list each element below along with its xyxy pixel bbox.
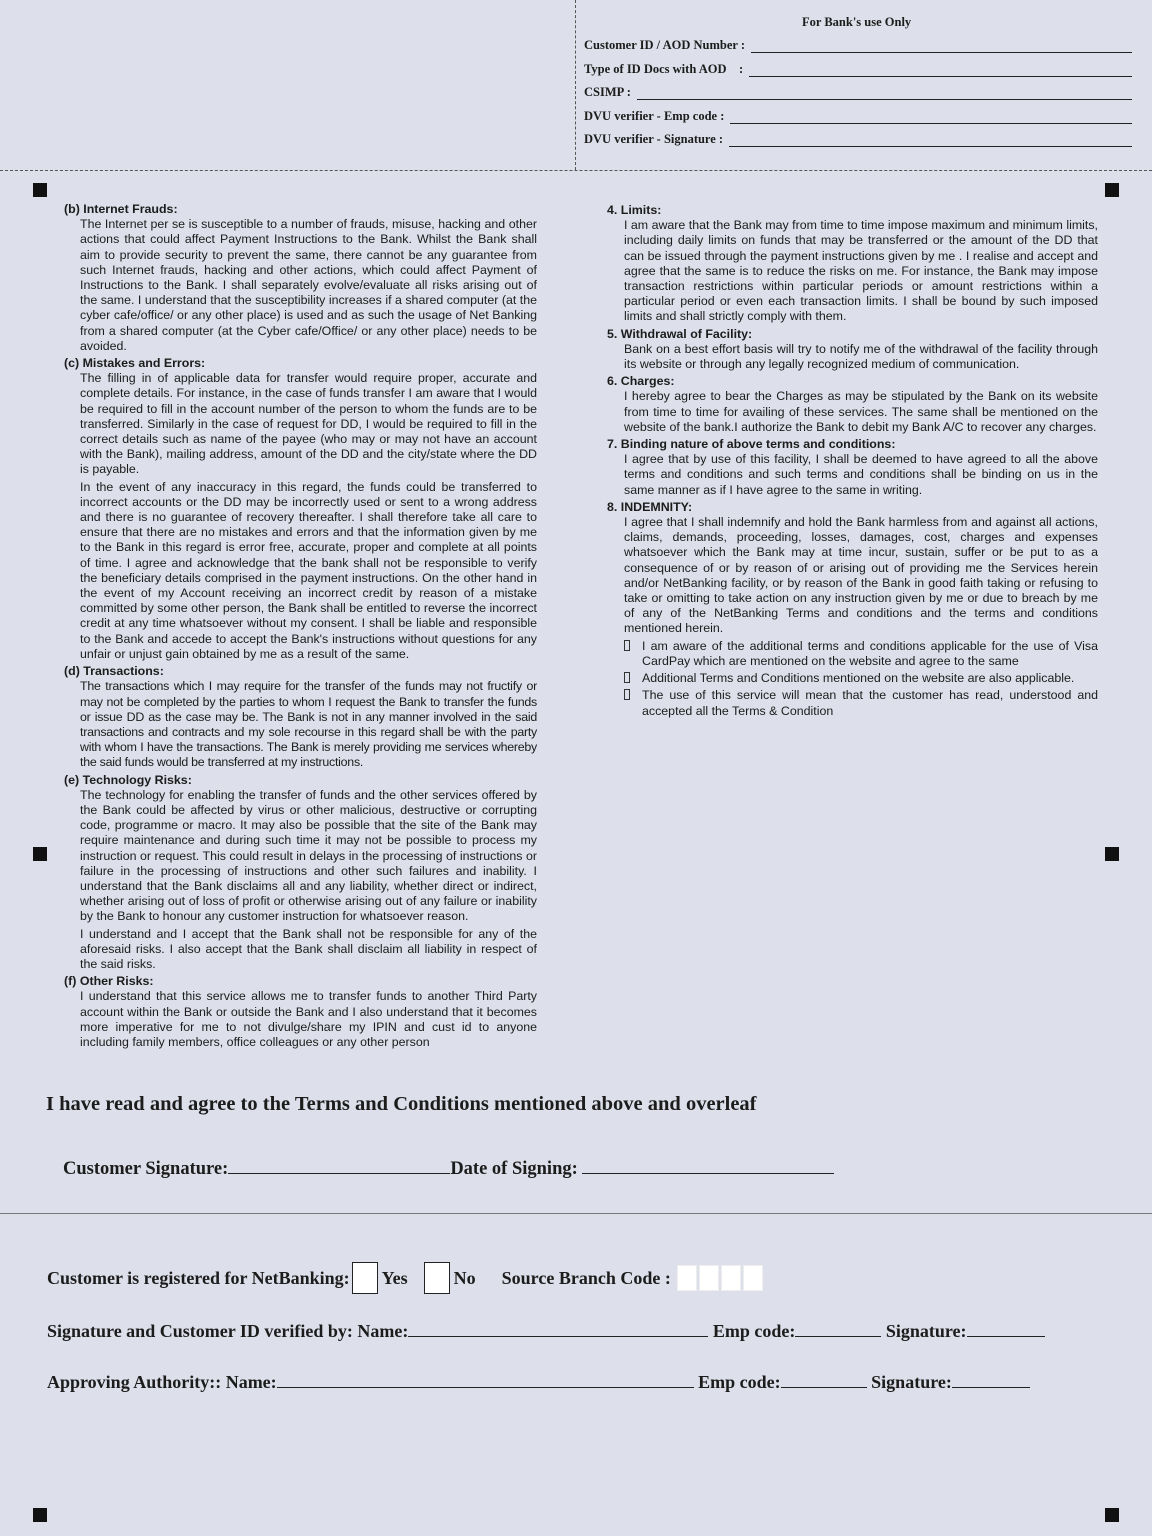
csimp-field[interactable]: CSIMP :: [584, 85, 1132, 100]
code-digit-box[interactable]: [699, 1265, 719, 1291]
verifier-emp-code-field[interactable]: [795, 1318, 881, 1337]
section-binding-nature: 7. Binding nature of above terms and conditions: I agree that by use of this facility, I shall be deemed to have agreed to all the above terms and conditions and such terms and conditions shall be binding on us in the same manner as if I have agree to the same in writing.: [607, 437, 1098, 497]
verifier-signature-field[interactable]: [967, 1318, 1045, 1337]
yes-checkbox[interactable]: [352, 1262, 378, 1294]
section-indemnity: 8. INDEMNITY: I agree that I shall indemnify and hold the Bank harmless from and against all actions, claims, demands, proceeding, losses, damages, cost, charges and expenses whatsoever which the Bank may at time incur, sustain, suffer or be put to as a consequence of or by reason of or arising out of providing me the Services herein and/or NetBanking facility, or by reason of the Bank in good faith taking or refusing to take or omitting to take action on any instruction given by me or due to breach by me of any of the NetBanking Terms and conditions and the terms and conditions mentioned herein. I am aware of the additional terms and conditions applicable for the use of Visa CardPay which are mentioned on the website and agree to the same Additional Terms and Conditions mentioned on the website are also applicable. The use of this service will mean that the customer has read, understood and accepted all the Terms & Condition: [607, 499, 1098, 718]
dvu-signature-field[interactable]: DVU verifier - Signature :: [584, 132, 1132, 147]
right-terms-column: [607, 201, 1098, 721]
bank-use-title: For Bank's use Only: [802, 15, 912, 29]
section-divider: [0, 1213, 1152, 1214]
code-digit-box[interactable]: [721, 1265, 741, 1291]
bullet-box-icon: [624, 689, 630, 700]
list-item: The use of this service will mean that the customer has read, understood and accepted all the Terms & Condition: [607, 688, 1098, 718]
approver-name-field[interactable]: [277, 1369, 694, 1388]
registration-mark: [33, 847, 47, 861]
section-withdrawal: 5. Withdrawal of Facility: Bank on a best effort basis will try to notify me of the withdrawal of the facility through its website or through any legally recognized medium of communication.: [607, 326, 1098, 372]
section-technology-risks: (e) Technology Risks: The technology for enabling the transfer of funds and the other services offered by the Bank could be affected by virus or other malicious, destructive or corrupting code, programme or macro. It may also be possible that the site of the Bank may require maintenance and during such time it may not be possible to process my instruction or request. This could result in delays in the processing of instructions or failure in the processing of instructions and other such failures and inability. I understand that the Bank disclaims all and any liability, whether direct or indirect, whether arising out of loss of profit or otherwise arising out of any failure or inability by the Bank to honour any customer instruction for whatsoever reason. I understand and I accept that the Bank shall not be responsible for any of the aforesaid risks. I also accept that the Bank shall disclaim all liability in respect of the said risks.: [64, 772, 537, 971]
registration-mark: [33, 1508, 47, 1522]
bank-box-divider: [575, 0, 576, 170]
code-digit-box[interactable]: [677, 1265, 697, 1291]
registration-mark: [33, 183, 47, 197]
signature-row: Customer Signature: Date of Signing:: [63, 1155, 834, 1180]
approver-signature-field[interactable]: [952, 1369, 1030, 1388]
approving-authority-row: Approving Authority:: Name: Emp code: Signature:: [47, 1369, 1030, 1393]
code-digit-box[interactable]: [743, 1265, 763, 1291]
registration-mark: [1105, 183, 1119, 197]
source-branch-code-input[interactable]: [677, 1265, 765, 1291]
verifier-name-field[interactable]: [408, 1318, 708, 1337]
netbanking-registration-row: Customer is registered for NetBanking: Yes No Source Branch Code :: [47, 1262, 765, 1294]
customer-signature-field[interactable]: [228, 1155, 450, 1174]
section-limits: 4. Limits: I am aware that the Bank may from time to time impose maximum and minimum limits, including daily limits on funds that may be transferred or the amount of the DD that can be issued through the payment instructions given by me . I realise and accept and agree that the same is to reduce the risks on me. For instance, the Bank may impose transaction restrictions within particular periods or amount restrictions within a particular period or even each transaction limits. I shall be bound by such imposed limits and shall strictly comply with them.: [607, 203, 1098, 324]
customer-id-field[interactable]: Customer ID / AOD Number :: [584, 38, 1132, 53]
section-other-risks: (f) Other Risks: I understand that this service allows me to transfer funds to another Third Party account within the Bank or outside the Bank and I also understand that it becomes more imperative for me to not divulge/share my IPIN and cust id to anyone including family members, office colleagues or any other person: [64, 974, 537, 1049]
no-checkbox[interactable]: [424, 1262, 450, 1294]
date-of-signing-field[interactable]: [582, 1155, 834, 1174]
section-mistakes-errors: (c) Mistakes and Errors: The filling in of applicable data for transfer would require proper, accurate and complete details. For instance, in the case of funds transfer I am aware that I would be required to fill in the account number of the person to whom the funds are to be transferred. Similarly in the case of request for DD, I would be required to fill in the correct details such as name of the payee (who may or may not have an account with the Bank), mailing address, amount of the DD and the city/state where the DD is payable. In the event of any inaccuracy in this regard, the funds could be transferred to incorrect accounts or the DD may be incorrectly used or sent to a wrong address and there is no guarantee of recovery thereafter. I shall therefore take all care to ensure that there are no mistakes and errors and that the information given by me to the Bank in this regard is error free, accurate, proper and complete at all points of time. I agree and acknowledge that the bank shall not be responsible to verify the beneficiary details comprised in the payment instructions. On the other hand in the event of my Account receiving an incorrect credit by reason of a mistake committed by some other person, the Bank shall be entitled to reverse the incorrect credit at any time whatsoever without my consent. I shall be liable and responsible to the Bank and accede to accept the Bank's instructions without questions for any unfair or unjust gain obtained by me as a result of the same.: [64, 356, 537, 661]
section-transactions: (d) Transactions: The transactions which I may require for the transfer of the funds may not fructify or may not be completed by the parties to whom I request the Bank to transfer the funds or issue DD as the case may be. The Bank is not in any manner involved in the said transactions and contracts and my sole recourse in this regard shall be with the party with whom I have the transactions. The Bank is merely providing me services whereby the said funds would be transferred at my instructions.: [64, 664, 537, 770]
agreement-statement: I have read and agree to the Terms and Conditions mentioned above and overleaf: [46, 1093, 757, 1115]
registration-mark: [1105, 847, 1119, 861]
section-charges: 6. Charges: I hereby agree to bear the Charges as may be stipulated by the Bank on its website from time to time for availing of these services. The same shall be mentioned on the website of the bank.I authorize the Bank to debit my Bank A/C to recover any charges.: [607, 374, 1098, 434]
list-item: I am aware of the additional terms and conditions applicable for the use of Visa CardPay which are mentioned on the website and agree to the same: [607, 639, 1098, 669]
verified-by-row: Signature and Customer ID verified by: Name: Emp code: Signature:: [47, 1318, 1045, 1342]
bullet-box-icon: [624, 672, 630, 683]
section-internet-frauds: (b) Internet Frauds: The Internet per se is susceptible to a number of frauds, misuse, hacking and other actions that could affect Payment Instructions to the Bank. Whilst the Bank shall aim to provide security to prevent the same, there cannot be any guarantee from such Internet frauds, hacking and other actions, which could affect Payment of Instructions to the Bank. I shall separately evolve/evaluate all risks arising out of the same. I understand that the susceptibility increases if a shared computer (at the cyber cafe/office/ or any other place) is used and as such the usage of Net Banking from a shared computer (at the Cyber cafe/Office/ or any other place) needs to be avoided.: [64, 202, 537, 353]
registration-mark: [1105, 1508, 1119, 1522]
list-item: Additional Terms and Conditions mentioned on the website are also applicable.: [607, 671, 1098, 686]
approver-emp-code-field[interactable]: [781, 1369, 867, 1388]
bullet-box-icon: [624, 640, 630, 651]
indemnity-bullet-list: [607, 639, 1098, 719]
cut-line: [0, 170, 1152, 171]
dvu-emp-code-field[interactable]: DVU verifier - Emp code :: [584, 109, 1132, 124]
id-docs-field[interactable]: Type of ID Docs with AOD :: [584, 62, 1132, 77]
left-terms-column: [62, 200, 537, 1052]
